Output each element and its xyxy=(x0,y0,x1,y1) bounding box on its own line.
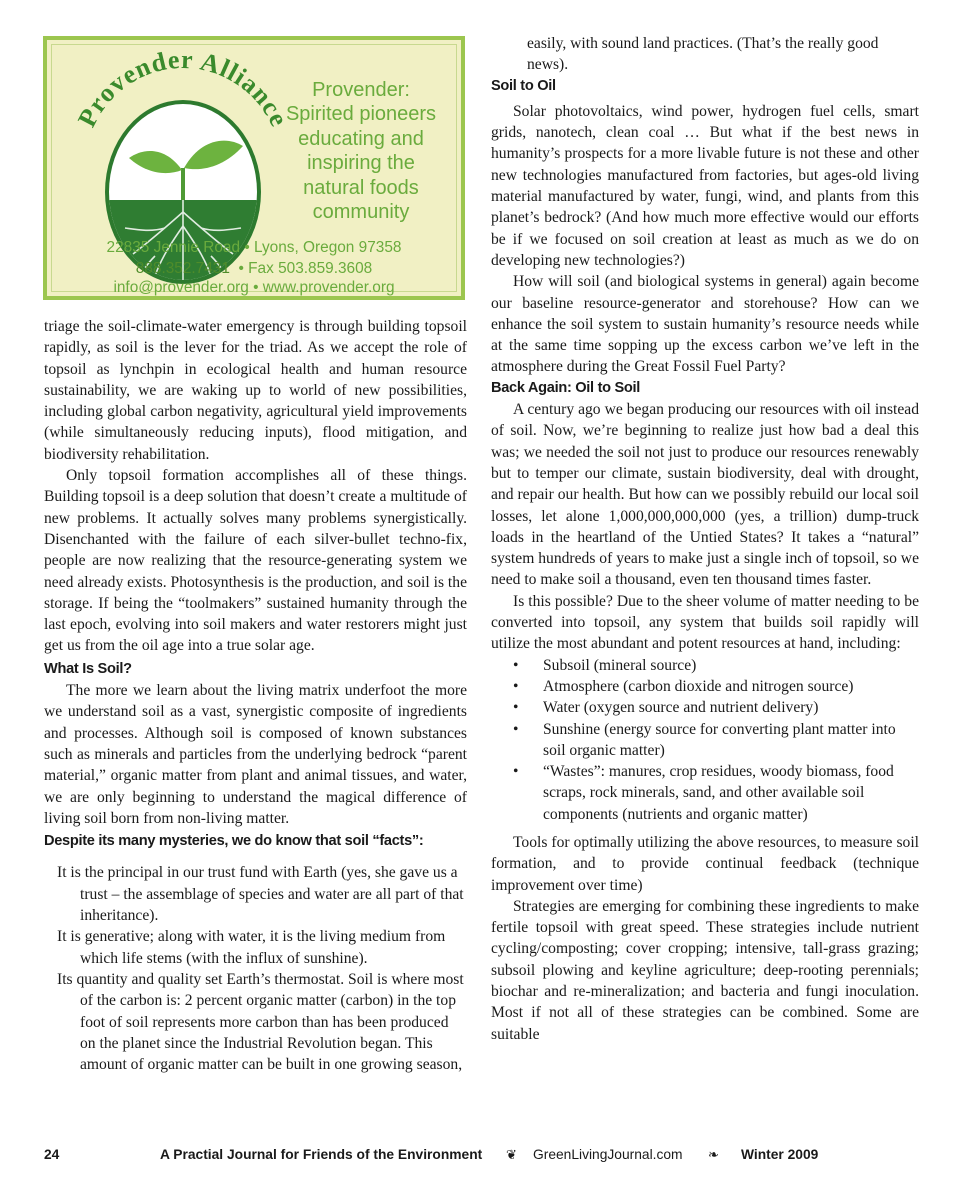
heading-soil-facts: Despite its many mysteries, we do know that soil “facts”: xyxy=(44,833,424,850)
paragraph: triage the soil-climate-water emergency is through building topsoil rapidly, as soil is the lever for the triad. As we accept the role of topsoil as lynchpin in ecological health and human resource sustainability, we are waking up to world of new possibilities, including global carbon negativity, agricultural yield improvements (while simultaneously reducing inputs), flood mitigation, and biodiversity rehabilitation. xyxy=(44,318,467,463)
footer-site: GreenLivingJournal.com xyxy=(533,1147,683,1162)
list-item: • Atmosphere (carbon dioxide and nitrogen source) xyxy=(491,676,919,697)
ad-fax: • Fax 503.859.3608 xyxy=(238,260,373,277)
ad-phone: 888.352.7431 xyxy=(135,260,230,277)
provender-ad xyxy=(43,36,465,300)
ad-web: info@provender.org • www.provender.org xyxy=(113,279,395,296)
list-item: • Water (oxygen source and nutrient delivery) xyxy=(491,697,919,718)
ad-tagline-line: educating and xyxy=(298,127,424,150)
paragraph: Tools for optimally utilizing the above resources, to measure soil formation, and to provide continual feedback (technique improvement over time) xyxy=(491,833,919,894)
list-item: • Subsoil (mineral source) xyxy=(491,655,919,676)
left-column xyxy=(44,316,467,1075)
ad-tagline-line: inspiring the xyxy=(307,152,415,175)
paragraph: easily, with sound land practices. (That’s the really good news). xyxy=(527,35,879,74)
ad-tagline-line: natural foods xyxy=(303,176,419,199)
paragraph: A century ago we began producing our resources with oil instead of soil. Now, we’re beginning to realize just how bad a deal this was; we needed the soil not just to produce our resources renewably but to temper our climate, sustain biodiversity, deal with drought, and repair our health. But how can we possibly rebuild our local soil losses, let alone 1,000,000,000,000 (yes, a trillion) dump-truck loads in the heartland of the Untied States? It takes a “natural” system hundreds of years to make just a single inch of topsoil, so we need to make soil a thousand, even ten thousand times faster. xyxy=(491,401,919,589)
fact-item: Its quantity and quality set Earth’s thermostat. Soil is where most of the carbon is: 2 percent organic matter (carbon) in the top foot of soil represents more carbon than has been produced on the planet since the Industrial Revolution began. This amount of organic matter can be built in one growing season, xyxy=(57,970,464,1074)
page-number: 24 xyxy=(44,1147,60,1162)
resource-list xyxy=(491,655,919,825)
heading-what-is-soil: What Is Soil? xyxy=(44,660,132,677)
paragraph: Only topsoil formation accomplishes all of these things. Building topsoil is a deep solution that doesn’t create a multitude of new problems. It actually solves many problems synergistically. Disenchanted with the failure of each silver-bullet techno-fix, people are now realizing that the resource-generating system we need already exists. Photosynthesis is the production, and soil is the storage. If being the “toolmakers” sustained humanity through the last epoch, evolving into soil makers and water restorers might just get us from the oil age into a true solar age. xyxy=(44,467,467,655)
paragraph: Is this possible? Due to the sheer volume of matter needing to be converted into topsoil, any system that builds soil rapidly will utilize the most abundant and potent resources at hand, including: xyxy=(491,592,919,653)
ad-tagline xyxy=(273,78,449,224)
ad-tagline-line: community xyxy=(312,201,410,224)
paragraph: How will soil (and biological systems in general) again become our baseline resource-generator and storehouse? How can we enhance the soil system to sustain humanity’s resource needs while at the same time sopping up the excess carbon we’ve left in the atmosphere during the Great Fossil Fuel Party? xyxy=(491,273,919,376)
ad-tagline-line: Provender: xyxy=(312,79,410,101)
journal-name: A Practial Journal for Friends of the Environment xyxy=(160,1147,483,1162)
list-item: • Sunshine (energy source for converting plant matter into soil organic matter) xyxy=(491,719,919,762)
right-column xyxy=(491,33,919,1045)
paragraph: Strategies are emerging for combining these ingredients to make fertile topsoil with great speed. These strategies include nutrient cycling/composting; cover cropping; intensive, tall-grass grazing; subsoil plowing and keyline agriculture; deep-rooting perennials; biochar and re-mineralization; and bacteria and fungi inoculation. Most if not all of these strategies can be combined. Some are suitable xyxy=(491,897,919,1043)
ad-tagline-line: Spirited pioneers xyxy=(285,103,437,126)
ad-address: 22835 Jennie Road • Lyons, Oregon 97358 xyxy=(106,239,402,256)
heading-soil-to-oil: Soil to Oil xyxy=(491,77,556,94)
ad-phone-line xyxy=(47,259,461,278)
page-footer xyxy=(44,1147,920,1167)
ornament-icon: ❧ xyxy=(708,1147,719,1162)
ornament-icon: ❦ xyxy=(506,1147,517,1162)
paragraph: Solar photovoltaics, wind power, hydrogen fuel cells, smart grids, nanotech, clean coal … But what if the best news in humanity’s prospects for a more livable future is not these and other new technologies manufactured from factories, but ages-old living material manufactured by water, fungi, wind, and plants from this planet’s bedrock? (And how much more effective would our efforts be if we focused on soil creation at least as much as we do on developing new technologies?) xyxy=(491,102,919,269)
fact-item: It is generative; along with water, it is the living medium from which life stems (with the influx of sunshine). xyxy=(57,928,446,967)
svg-text:Provender Alliance: Provender Alliance xyxy=(72,50,295,132)
paragraph: The more we learn about the living matrix underfoot the more we understand soil as a vast, synergistic composite of ingredients and processes. Although soil is composed of known substances such as minerals and particles from the underlying bedrock “parent material,” organic matter from plant and animal tissues, and water, we are only beginning to understand the magical difference of living soil born from non-living matter. xyxy=(44,682,467,827)
heading-back-again: Back Again: Oil to Soil xyxy=(491,379,641,396)
fact-item: It is the principal in our trust fund with Earth (yes, she gave us a trust – the assemblage of species and water are all part of that inheritance). xyxy=(57,864,464,925)
list-item: • “Wastes”: manures, crop residues, woody biomass, food scraps, rock minerals, sand, and other available soil components (nutrients and organic matter) xyxy=(491,761,919,825)
footer-issue: Winter 2009 xyxy=(741,1147,819,1162)
